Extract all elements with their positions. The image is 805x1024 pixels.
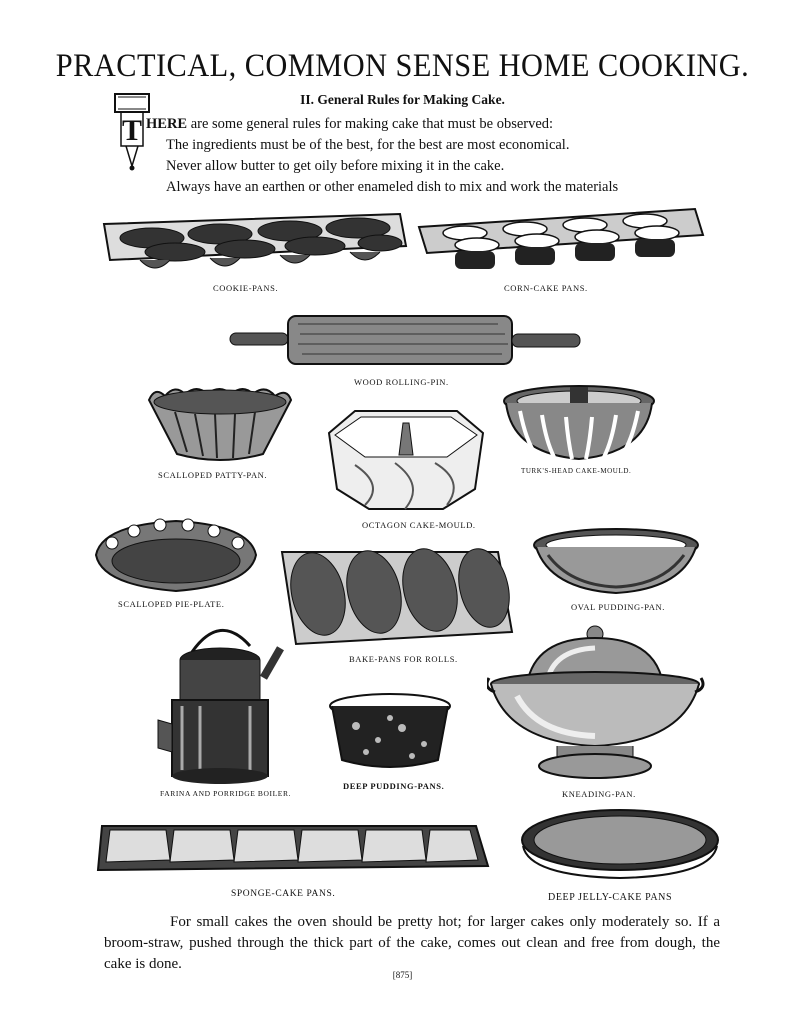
caption-farina-boiler: FARINA AND PORRIDGE BOILER. xyxy=(160,789,292,798)
caption-oval-pudding-pan: OVAL PUDDING-PAN. xyxy=(571,602,665,612)
page-number: [875] xyxy=(392,970,413,980)
caption-rolling-pin: WOOD ROLLING-PIN. xyxy=(354,377,449,387)
kneading-pan-illustration xyxy=(487,624,705,782)
intro-line-2: The ingredients must be of the best, for the best are most economical. xyxy=(166,137,570,153)
caption-cookie-pans: COOKIE-PANS. xyxy=(213,283,279,293)
intro-line-1: HERE are some general rules for making cake that must be observed: xyxy=(146,116,554,132)
caption-turks-head-mould: TURK'S-HEAD CAKE-MOULD. xyxy=(521,467,632,475)
caption-octagon-mould: OCTAGON CAKE-MOULD. xyxy=(362,520,476,530)
caption-deep-pudding-pans: DEEP PUDDING-PANS. xyxy=(343,781,445,791)
caption-kneading-pan: KNEADING-PAN. xyxy=(562,789,636,799)
corn-cake-pans-illustration xyxy=(415,205,707,275)
caption-patty-pan: SCALLOPED PATTY-PAN. xyxy=(158,470,268,480)
farina-boiler-illustration xyxy=(150,616,290,786)
caption-corn-cake-pans: CORN-CAKE PANS. xyxy=(504,283,588,293)
caption-pie-plate: SCALLOPED PIE-PLATE. xyxy=(118,599,225,609)
intro-line-4: Always have an earthen or other enameled dish to mix and work the materials xyxy=(166,179,619,195)
drop-cap-letter: T xyxy=(121,114,143,147)
turks-head-mould-illustration xyxy=(500,383,658,463)
patty-pan-illustration xyxy=(145,382,295,464)
deep-pudding-pans-illustration xyxy=(326,690,454,772)
pie-plate-illustration xyxy=(92,515,260,595)
jelly-cake-pan-illustration xyxy=(519,806,721,882)
octagon-mould-illustration xyxy=(325,405,487,515)
rolling-pin-illustration xyxy=(228,312,584,370)
sponge-cake-pans-illustration xyxy=(96,818,492,880)
caption-sponge-cake-pans: SPONGE-CAKE PANS. xyxy=(231,889,336,899)
intro-text xyxy=(146,114,746,198)
caption-jelly-cake-pans: DEEP JELLY-CAKE PANS xyxy=(548,892,673,903)
bake-pans-rolls-illustration xyxy=(278,548,516,648)
section-heading: II. General Rules for Making Cake. xyxy=(300,92,505,107)
cookie-pans-illustration xyxy=(100,210,410,278)
page-title: PRACTICAL, COMMON SENSE HOME COOKING. xyxy=(55,48,750,84)
intro-line-3: Never allow butter to get oily before mixing it in the cake. xyxy=(166,158,505,174)
oval-pudding-pan-illustration xyxy=(530,525,702,597)
footer-text: For small cakes the oven should be pretty hot; for larger cakes only moderately so. If a broom-straw, pushed through the thick part of the cake, comes out clean and free from dough, the cake is done. xyxy=(104,914,720,972)
caption-bake-pans-rolls: BAKE-PANS FOR ROLLS. xyxy=(349,654,458,664)
